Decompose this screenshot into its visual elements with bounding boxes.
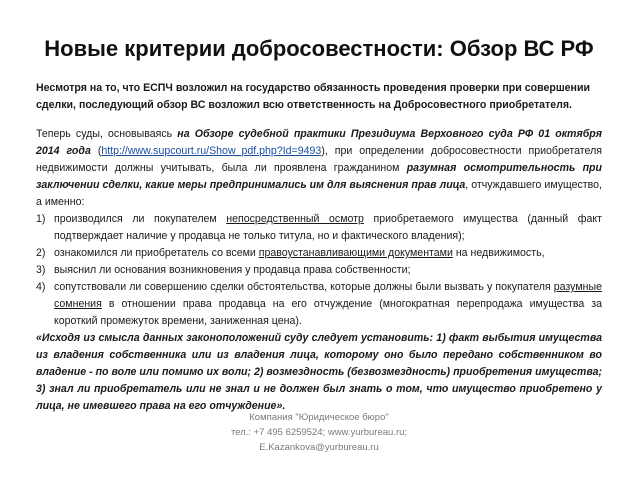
list-item-text: ознакомился ли приобретатель со всеми <box>54 247 259 259</box>
court-quote: «Исходя из смысла данных законоположений суду следует установить: 1) факт выбытия имущества из владения собственника или из владения лица, которому оно было передано собственником во владение - по воле или помимо их воли; 2) возмездность (безвозмездность) приобретения имущества; 3) знал ли приобретатель или не знал и не должен был знать о том, что имущество приобретено у лица, не имевшего права на его отчуждение». <box>36 332 602 412</box>
list-item-number: 1) <box>36 213 46 225</box>
footer <box>0 410 638 455</box>
list-item-underlined: непосредственный осмотр <box>226 213 364 225</box>
list-item <box>36 245 602 262</box>
para-text-3: ), при определении добросовестности приобретателя недвижимости должны учитывать, была ли проявлена гражданином <box>36 145 602 174</box>
list-item-text: сопутствовали ли совершению сделки обстоятельства, которые должны были вызвать у покупателя <box>54 281 554 293</box>
list-item-number: 2) <box>36 247 46 259</box>
lead-paragraph: Несмотря на то, что ЕСПЧ возложил на государство обязанность проведения проверки при совершении сделки, последующий обзор ВС возложил всю ответственность на Добросовестного приобретателя. <box>36 82 590 111</box>
list-item-number: 3) <box>36 264 46 276</box>
para-text-4: , отчуждавшего имущество, а именно: <box>36 179 602 208</box>
list-item <box>36 279 602 330</box>
contact-phone-site: тел.: +7 495 6259524; www.yurbureau.ru; <box>230 427 408 438</box>
list-item-underlined: разумные сомнения <box>54 281 602 310</box>
list-item-underlined: правоустанавливающими документами <box>258 247 453 259</box>
list-item-number: 4) <box>36 281 46 293</box>
list-item-text: на недвижимость, <box>452 247 545 259</box>
list-item-text: выяснил ли основания возникновения у продавца права собственности; <box>54 264 411 276</box>
supcourt-link[interactable]: http://www.supcourt.ru/Show_pdf.php?Id=9493 <box>101 145 322 157</box>
list-item <box>36 262 602 279</box>
company-name: Компания "Юридическое бюро" <box>249 412 389 423</box>
para-text-1: Теперь суды, основываясь <box>36 128 178 140</box>
para-text-2: ( <box>90 145 102 157</box>
para-bold-review: на Обзоре судебной практики Президиума Верховного суда РФ 01 октября 2014 года <box>36 128 602 157</box>
para-bold-prudence: разумная осмотрительность при заключении сделки, какие меры предпринимались им для выяснения прав лица <box>36 162 602 191</box>
slide-body <box>36 80 602 415</box>
list-item-text: в отношении права продавца на его отчуждение (многократная перепродажа имущества за короткий промежуток времени, заниженная цена). <box>54 298 602 327</box>
contact-email: E.Kazankova@yurbureau.ru <box>259 442 379 453</box>
list-item <box>36 211 602 245</box>
list-item-text: производился ли покупателем <box>54 213 227 225</box>
list-item-text: приобретаемого имущества (данный факт подтверждает наличие у продавца не только титула, но и фактического владения); <box>54 213 602 242</box>
main-paragraph <box>36 126 602 211</box>
criteria-list <box>36 211 602 330</box>
page-title: Новые критерии добросовестности: Обзор ВС РФ <box>44 36 594 61</box>
